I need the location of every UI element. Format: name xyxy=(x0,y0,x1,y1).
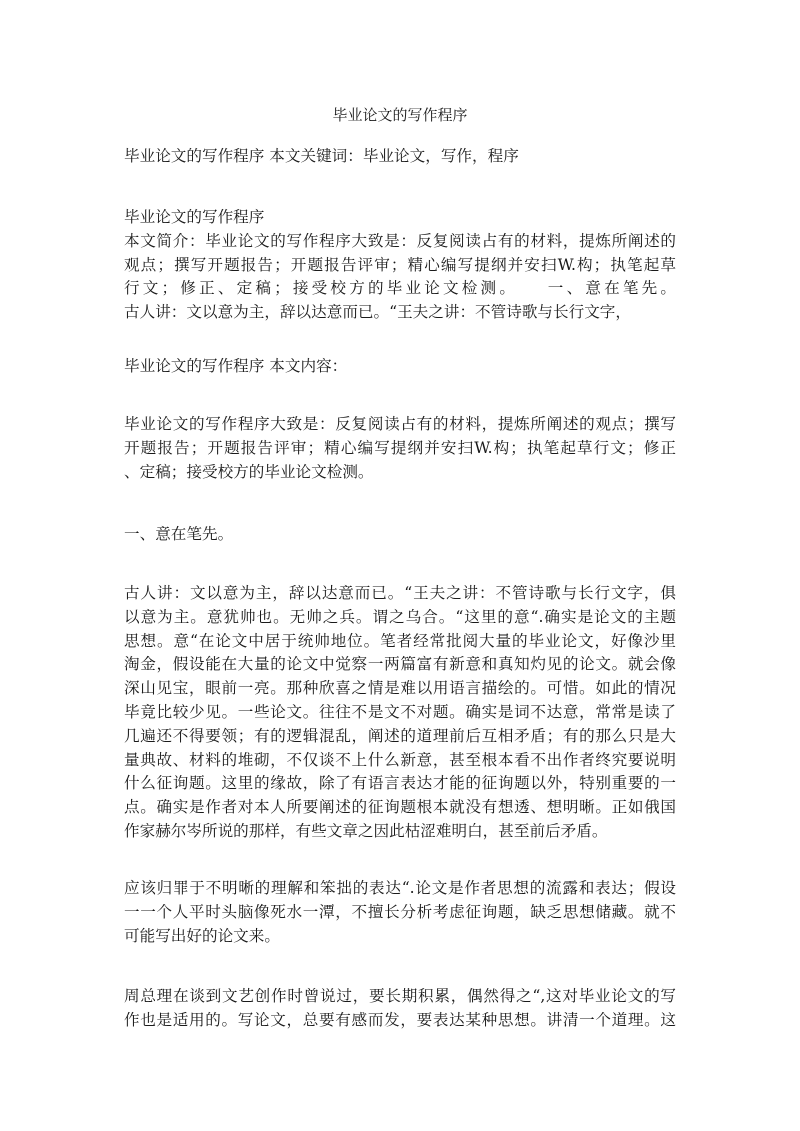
body-paragraph-2 xyxy=(124,877,676,948)
summary-block xyxy=(124,206,676,325)
summary-line: 观点；撰写开题报告；开题报告评审；精心编写提纲并安扫W.构；执笔起草 xyxy=(124,255,676,274)
paragraph-line: 周总理在谈到文艺创作时曾说过，要长期积累，偶然得之“,这对毕业论文的写 xyxy=(124,987,676,1005)
paragraph-line: 点。确实是作者对本人所要阐述的征询题根本就没有想透、想明晰。正如俄国 xyxy=(124,798,676,817)
summary-heading: 毕业论文的写作程序 xyxy=(124,208,265,226)
summary-line: 本文简介：毕业论文的写作程序大致是：反复阅读占有的材料，提炼所阐述的 xyxy=(124,231,676,250)
keywords-text: 毕业论文的写作程序 本文关键词：毕业论文，写作，程序 xyxy=(124,147,519,165)
paragraph-line: 作也是适用的。写论文，总要有感而发，要表达某种思想。讲清一个道理。这 xyxy=(124,1010,676,1029)
paragraph-line: 深山见宝，眼前一亮。那种欣喜之情是难以用语言描绘的。可惜。如此的情况 xyxy=(124,679,676,698)
keywords-line xyxy=(124,145,676,169)
paragraph-line: 量典故、材料的堆砌，不仅谈不上什么新意，甚至根本看不出作者终究要说明 xyxy=(124,750,676,769)
document-title: 毕业论文的写作程序 xyxy=(332,106,468,124)
paragraph-line: 开题报告；开题报告评审；精心编写提纲并安扫W.构；执笔起草行文；修正 xyxy=(124,438,676,457)
body-paragraph-3 xyxy=(124,985,676,1033)
paragraph-line: 毕业论文的写作程序大致是：反复阅读占有的材料，提炼所阐述的观点；撰写 xyxy=(124,415,676,433)
paragraph-line: 思想。意“在论文中居于统帅地位。笔者经常批阅大量的毕业论文，好像沙里 xyxy=(124,631,676,650)
section-heading-text: 一、意在笔先。 xyxy=(124,525,234,543)
paragraph-line: 淘金，假设能在大量的论文中觉察一两篇富有新意和真知灼见的论文。就会像 xyxy=(124,655,676,674)
paragraph-line: 可能写出好的论文来。 xyxy=(124,926,280,945)
section-heading xyxy=(124,523,676,547)
paragraph-line: 作家赫尔岑所说的那样，有些文章之因此枯涩难明白，甚至前后矛盾。 xyxy=(124,821,608,840)
body-paragraph-1 xyxy=(124,582,676,844)
intro-paragraph xyxy=(124,413,676,484)
paragraph-line: 、定稿；接受校方的毕业论文检测。 xyxy=(124,462,374,481)
paragraph-line: 毕竟比较少见。一些论文。往往不是文不对题。确实是词不达意，常常是读了 xyxy=(124,702,676,721)
summary-line: 行文；修正、定稿；接受校方的毕业论文检测。 一、意在笔先。 xyxy=(124,279,676,298)
paragraph-line: 一一个人平时头脑像死水一潭，不擅长分析考虑征询题，缺乏思想储藏。就不 xyxy=(124,902,676,921)
paragraph-line: 古人讲：文以意为主，辞以达意而已。“王夫之讲：不管诗歌与长行文字，俱 xyxy=(124,584,676,602)
paragraph-line: 应该归罪于不明晰的理解和笨拙的表达“.论文是作者思想的流露和表达；假设 xyxy=(124,879,676,897)
summary-line: 古人讲：文以意为主，辞以达意而已。“王夫之讲：不管诗歌与长行文字， xyxy=(124,303,631,322)
paragraph-line: 以意为主。意犹帅也。无帅之兵。谓之乌合。“这里的意“.确实是论文的主题 xyxy=(124,607,676,626)
paragraph-line: 什么征询题。这里的缘故，除了有语言表达才能的征询题以外，特别重要的一 xyxy=(124,774,676,793)
content-label-text: 毕业论文的写作程序 本文内容： xyxy=(124,357,348,375)
paragraph-line: 几遍还不得要领；有的逻辑混乱，阐述的道理前后互相矛盾；有的那么只是大 xyxy=(124,726,676,745)
content-label xyxy=(124,355,676,379)
